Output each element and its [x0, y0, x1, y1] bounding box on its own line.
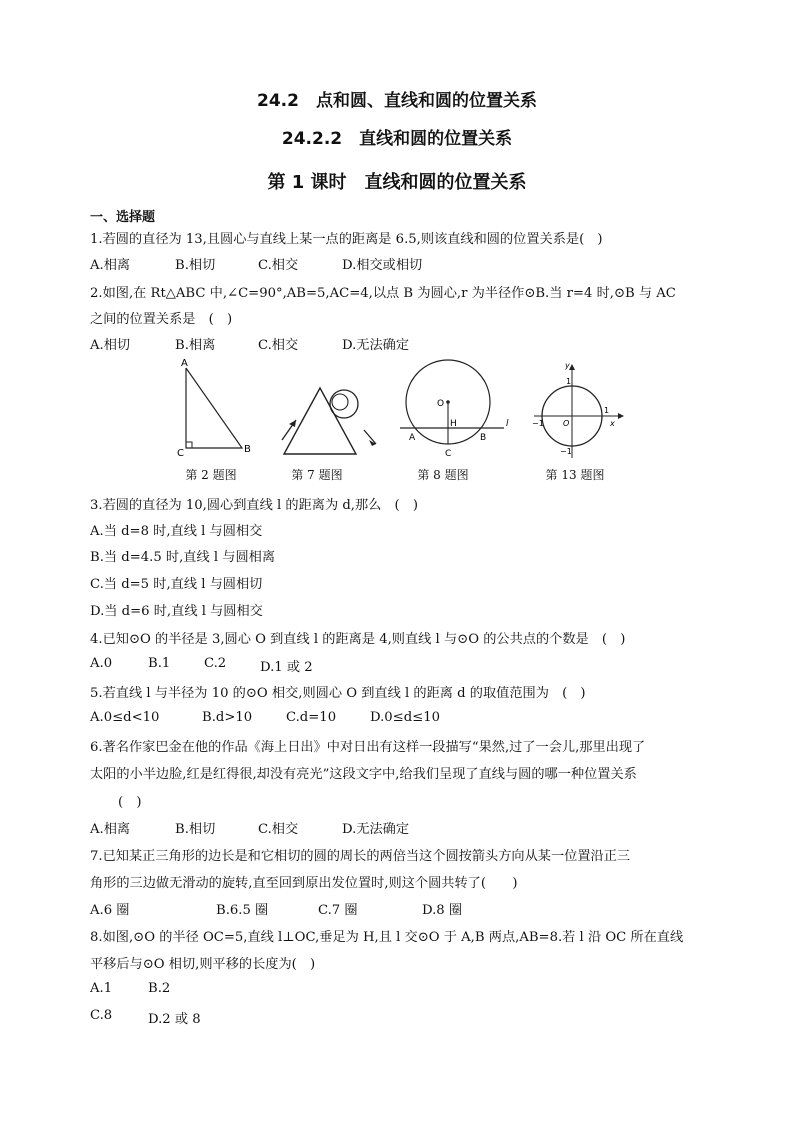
fig13-label-1-top: 1	[566, 377, 572, 386]
fig13-label-x: x	[610, 419, 615, 428]
option-b: B.相切	[175, 258, 216, 273]
question-6-answer-blank: ( )	[118, 795, 142, 810]
fig8-label-o: O	[437, 399, 445, 409]
option-d: D.相交或相切	[342, 258, 423, 273]
fig8-label-c: C	[445, 449, 452, 459]
figure-13-unit-circle	[528, 356, 628, 461]
fig13-label-o: O	[563, 419, 570, 428]
option-b: B.1	[148, 656, 171, 671]
question-2-text: 2.如图,在 Rt△ABC 中,∠C=90°,AB=5,AC=4,以点 B 为圆心,r 为半径作⊙B.当 r=4 时,⊙B 与 AC	[90, 286, 676, 301]
figure-7-caption: 第 7 题图	[291, 468, 343, 482]
option-d: D.无法确定	[342, 338, 410, 353]
option-c: C.2	[204, 656, 227, 671]
question-3-option-d: D.当 d=6 时,直线 l 与圆相交	[90, 604, 263, 619]
question-6-text: 6.著名作家巴金在他的作品《海上日出》中对日出有这样一段描写“果然,过了一会儿,那里出现了	[90, 740, 646, 755]
fig8-label-h: H	[450, 419, 457, 429]
figure-2-caption: 第 2 题图	[185, 468, 237, 482]
option-a: A.相离	[90, 258, 131, 273]
question-7-text: 7.已知某正三角形的边长是和它相切的圆的周长的两倍当这个圆按箭头方向从某一位置沿正三	[90, 849, 631, 864]
question-4-text: 4.已知⊙O 的半径是 3,圆心 O 到直线 l 的距离是 4,则直线 l 与⊙O 的公共点的个数是 ( )	[90, 632, 626, 647]
option-b: B.相离	[175, 338, 216, 353]
question-3-option-a: A.当 d=8 时,直线 l 与圆相交	[90, 524, 263, 539]
question-8-text: 8.如图,⊙O 的半径 OC=5,直线 l⊥OC,垂足为 H,且 l 交⊙O 于 A,B 两点,AB=8.若 l 沿 OC 所在直线	[90, 930, 684, 945]
option-c: C.7 圈	[318, 903, 358, 918]
section-title: 24.2 点和圆、直线和圆的位置关系	[257, 91, 537, 111]
option-a: A.相离	[90, 822, 131, 837]
question-5-text: 5.若直线 l 与半径为 10 的⊙O 相交,则圆心 O 到直线 l 的距离 d 的取值范围为 ( )	[90, 686, 586, 701]
option-b: B.6.5 圈	[216, 903, 269, 918]
question-1-text: 1.若圆的直径为 13,且圆心与直线上某一点的距离是 6.5,则该直线和圆的位置关系是( )	[90, 232, 603, 247]
option-d: D.8 圈	[422, 903, 463, 918]
option-c: C.d=10	[286, 710, 337, 725]
option-c: C.相交	[258, 338, 299, 353]
fig13-label-y: y	[565, 361, 570, 370]
option-d: D.0≤d≤10	[370, 710, 441, 725]
option-d: D.2 或 8	[148, 1012, 201, 1027]
fig8-label-l: l	[506, 419, 509, 429]
option-a: A.1	[90, 981, 113, 996]
fig2-label-a: A	[181, 358, 188, 369]
lesson-title: 第 1 课时 直线和圆的位置关系	[267, 172, 527, 193]
section-heading: 一、选择题	[90, 210, 156, 225]
option-c: C.8	[90, 1008, 113, 1023]
option-a: A.0≤d<10	[90, 710, 160, 725]
question-6-text-cont: 太阳的小半边脸,红是红得很,却没有亮光”这段文字中,给我们呈现了直线与圆的哪一种位置关系	[90, 767, 637, 782]
fig13-label-neg1-left: −1	[532, 419, 544, 428]
fig8-label-a: A	[409, 433, 416, 443]
figure-7-triangle-circle	[270, 356, 390, 466]
fig2-label-b: B	[244, 444, 251, 455]
question-3-text: 3.若圆的直径为 10,圆心到直线 l 的距离为 d,那么 ( )	[90, 498, 419, 513]
question-8-text-cont: 平移后与⊙O 相切,则平移的长度为( )	[90, 957, 316, 972]
option-a: A.相切	[90, 338, 131, 353]
figure-8-caption: 第 8 题图	[417, 468, 469, 482]
option-b: B.2	[148, 981, 171, 996]
option-a: A.6 圈	[90, 903, 130, 918]
fig13-label-1-right: 1	[604, 406, 610, 415]
option-d: D.无法确定	[342, 822, 410, 837]
fig13-label-neg1-bottom: −1	[560, 447, 572, 456]
option-c: C.相交	[258, 822, 299, 837]
option-b: B.相切	[175, 822, 216, 837]
question-7-text-cont: 角形的三边做无滑动的旋转,直至回到原出发位置时,则这个圆共转了( )	[90, 876, 518, 891]
question-3-option-b: B.当 d=4.5 时,直线 l 与圆相离	[90, 550, 276, 565]
fig2-label-c: C	[177, 448, 184, 456]
question-2-text-cont: 之间的位置关系是 ( )	[90, 312, 233, 327]
option-b: B.d>10	[202, 710, 253, 725]
fig8-label-b: B	[480, 433, 487, 443]
subsection-title: 24.2.2 直线和圆的位置关系	[281, 129, 513, 149]
question-3-option-c: C.当 d=5 时,直线 l 与圆相切	[90, 577, 263, 592]
option-d: D.1 或 2	[260, 660, 313, 675]
figure-2-triangle	[170, 356, 260, 456]
figure-8-circle-chord	[396, 356, 521, 461]
figure-13-caption: 第 13 题图	[545, 468, 605, 482]
option-a: A.0	[90, 656, 113, 671]
option-c: C.相交	[258, 258, 299, 273]
